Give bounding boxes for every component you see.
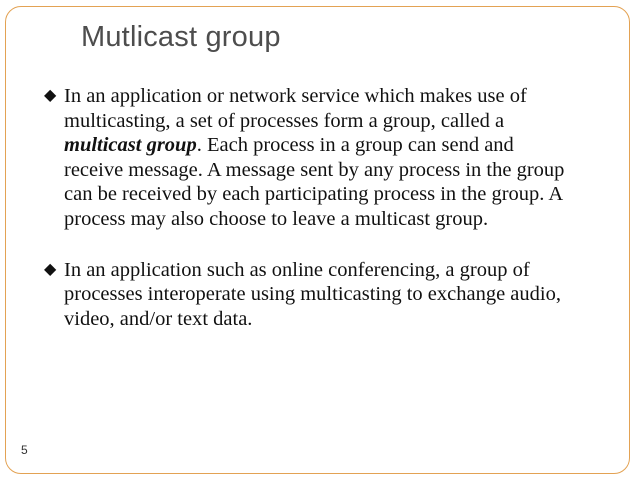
text-line: receive message. A message sent by any process in the group (64, 158, 565, 181)
text-line-rest: . Each process in a group can send and (196, 134, 514, 157)
bullet-diamond-icon: ◆ (44, 87, 57, 104)
text-line (64, 133, 594, 158)
bullet-diamond-icon: ◆ (44, 260, 57, 278)
slide-body (44, 84, 594, 331)
text-line: can be received by each participating process in the group. A (64, 183, 564, 206)
text-line: video, and/or text data. (64, 307, 253, 330)
multicast-group-term: multicast group (64, 134, 197, 157)
bullet-item-2 (44, 258, 594, 332)
text-line: In an application or network service which makes use of (64, 85, 527, 107)
text-line: In an application such as online conferencing, a group of (64, 258, 530, 281)
bullet-item-1 (44, 84, 594, 232)
text-line: multicasting, a set of processes form a group, called a (64, 109, 505, 132)
slide-title: Mutlicast group (81, 21, 281, 53)
text-line: processes interoperate using multicasting to exchange audio, (64, 283, 561, 306)
page-number: 5 (21, 443, 28, 457)
text-line: process may also choose to leave a multicast group. (64, 207, 489, 230)
